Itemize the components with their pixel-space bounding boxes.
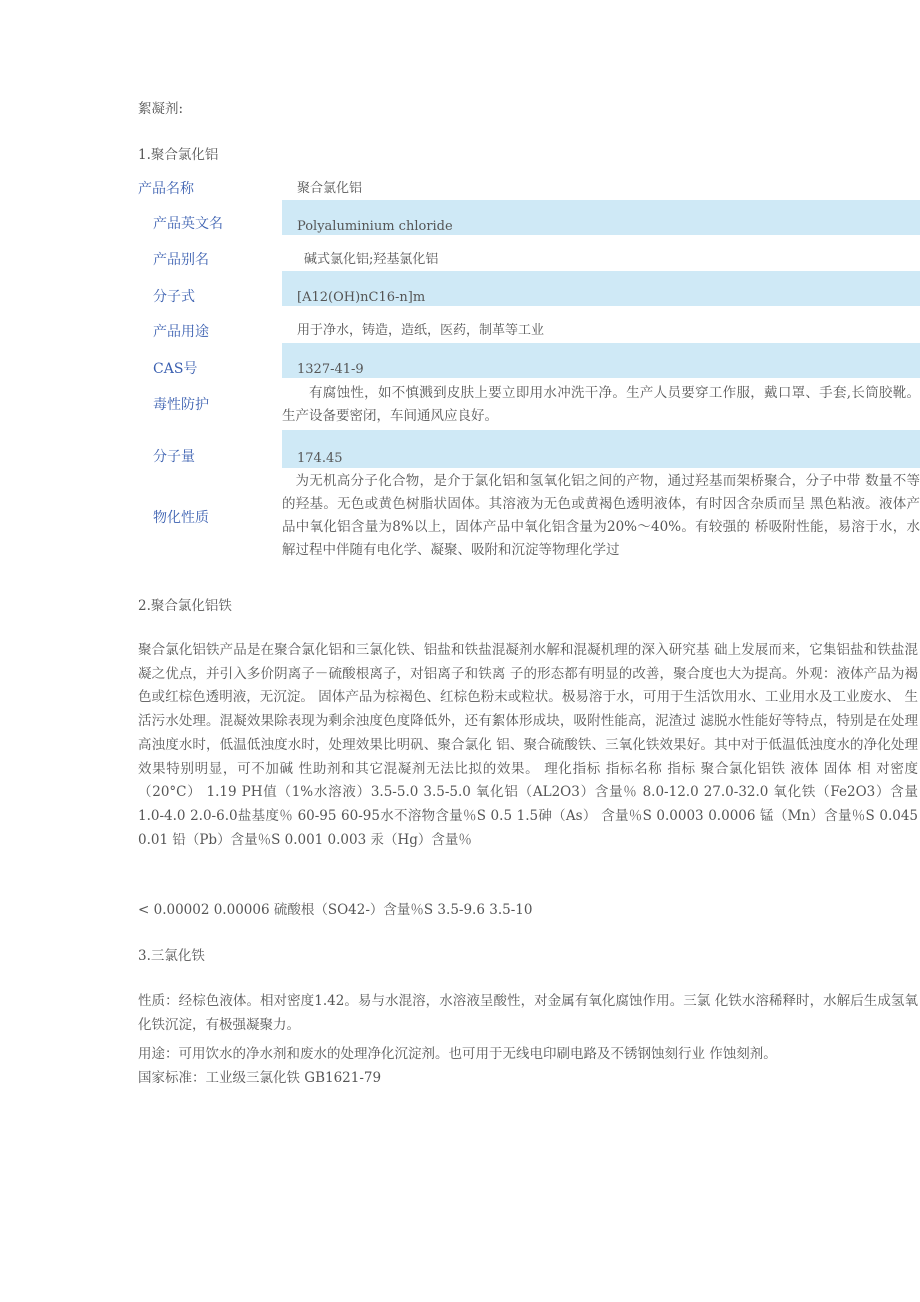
section2-body-last: < 0.00002 0.00006 硫酸根（SO42-）含量％S 3.5-9.6 3.5-10 [138,902,533,918]
row-value-text: Polyaluminium chloride [297,219,453,234]
table-row [137,200,920,235]
row-label: 产品用途 [153,324,209,340]
row-value [282,271,920,306]
row-value: 为无机高分子化合物，是介于氯化铝和氢氧化铝之间的产物，通过羟基而架桥聚合，分子中带 数量不等的羟基。无色或黄色树脂状固体。其溶液为无色或黄褐色透明液体，有时因含杂质而呈 黑色粘液。液体产品中氧化铝含量为8%以上，固体产品中氧化铝含量为20%～40%。有较强的 桥吸附性能，易溶于水，水解过程中伴随有电化学、凝聚、吸附和沉淀等物理化学过 [282,473,920,558]
table-row [137,235,920,271]
row-value [282,235,920,271]
row-value [282,306,920,343]
row-value-text: 聚合氯化铝 [297,181,363,196]
section1-title: 1.聚合氯化铝 [138,147,219,163]
row-label: 分子式 [153,289,195,305]
table-row [137,430,920,468]
row-value-text: 用于净水，铸造，造纸，医药，制革等工业 [297,323,545,338]
table-row [137,178,920,200]
row-label: 产品名称 [138,181,194,197]
row-value-text: 174.45 [297,451,343,466]
table-row [137,306,920,343]
row-value [282,200,920,235]
row-value [282,430,920,468]
table-row [137,271,920,306]
row-value-text: [A12(OH)nC16-n]m [297,290,426,305]
table-row [137,378,920,430]
row-value [282,343,920,378]
row-label: 产品别名 [153,252,209,268]
doc-heading: 絮凝剂: [138,101,184,117]
row-label: 分子量 [153,449,195,465]
section3-standard: 国家标准：工业级三氯化铁 GB1621-79 [138,1070,382,1086]
table-row [137,468,920,568]
row-value-text: 1327-41-9 [297,362,364,377]
row-label: 物化性质 [153,510,209,526]
section3-usage: 用途：可用饮水的净水剂和废水的处理净化沉淀剂。也可用于无线电印刷电路及不锈钢蚀刻行业 作蚀刻剂。 [138,1046,777,1062]
row-label: 毒性防护 [153,397,209,413]
row-label: CAS号 [153,361,198,377]
row-value: 有腐蚀性，如不慎溅到皮肤上要立即用水冲洗干净。生产人员要穿工作服，戴口罩、手套,长筒胶靴。生产设备要密闭，车间通风应良好。 [282,385,920,424]
table-row [137,343,920,378]
row-value-text: 碱式氯化铝;羟基氯化铝 [304,252,439,267]
section2-title: 2.聚合氯化铝铁 [138,598,232,614]
section2-body: 聚合氯化铝铁产品是在聚合氯化铝和三氯化铁、铝盐和铁盐混凝剂水解和混凝机理的深入研究基 础上发展而来，它集铝盐和铁盐混凝之优点，并引入多价阴离子－硫酸根离子，对铝离子和铁离 子的形态都有明显的改善，聚合度也大为提高。外观：液体产品为褐色或红棕色透明液，无沉淀。 固体产品为棕褐色、红棕色粉末或粒状。极易溶于水，可用于生活饮用水、工业用水及工业废水、 生活污水处理。混凝效果除表现为剩余浊度色度降低外，还有絮体形成块，吸附性能高，泥渣过 滤脱水性能好等特点，特别是在处理高浊度水时，低温低浊度水时，处理效果比明矾、聚合氯化 铝、聚合硫酸铁、三氧化铁效果好。其中对于低温低浊度水的净化处理效果特别明显，可不加碱 性助剂和其它混凝剂无法比拟的效果。 理化指标 指标名称 指标 聚合氯化铝铁 液体 固体 相 对密度（20°C） 1.19 PH值（1%水溶液）3.5-5.0 3.5-5.0 氧化铝（AL2O3）含量％ 8.0-12.0 27.0-32.0 氧化铁（Fe2O3）含量1.0-4.0 2.0-6.0盐基度％ 60-95 60-95水不溶物含量％S 0.5 1.5砷（As） 含量％S 0.0003 0.0006 锰（Mn）含量％S 0.045 0.01 铅（Pb）含量％S 0.001 0.003 汞（Hg）含量％ [138,642,918,848]
row-value [282,179,920,199]
section3-property: 性质：经棕色液体。相对密度1.42。易与水混溶，水溶液呈酸性，对金属有氧化腐蚀作用。三氯 化铁水溶稀释时，水解后生成氢氧化铁沉淀，有极强凝聚力。 [138,993,918,1033]
row-label: 产品英文名 [153,216,223,232]
section3-title: 3.三氯化铁 [138,948,205,964]
